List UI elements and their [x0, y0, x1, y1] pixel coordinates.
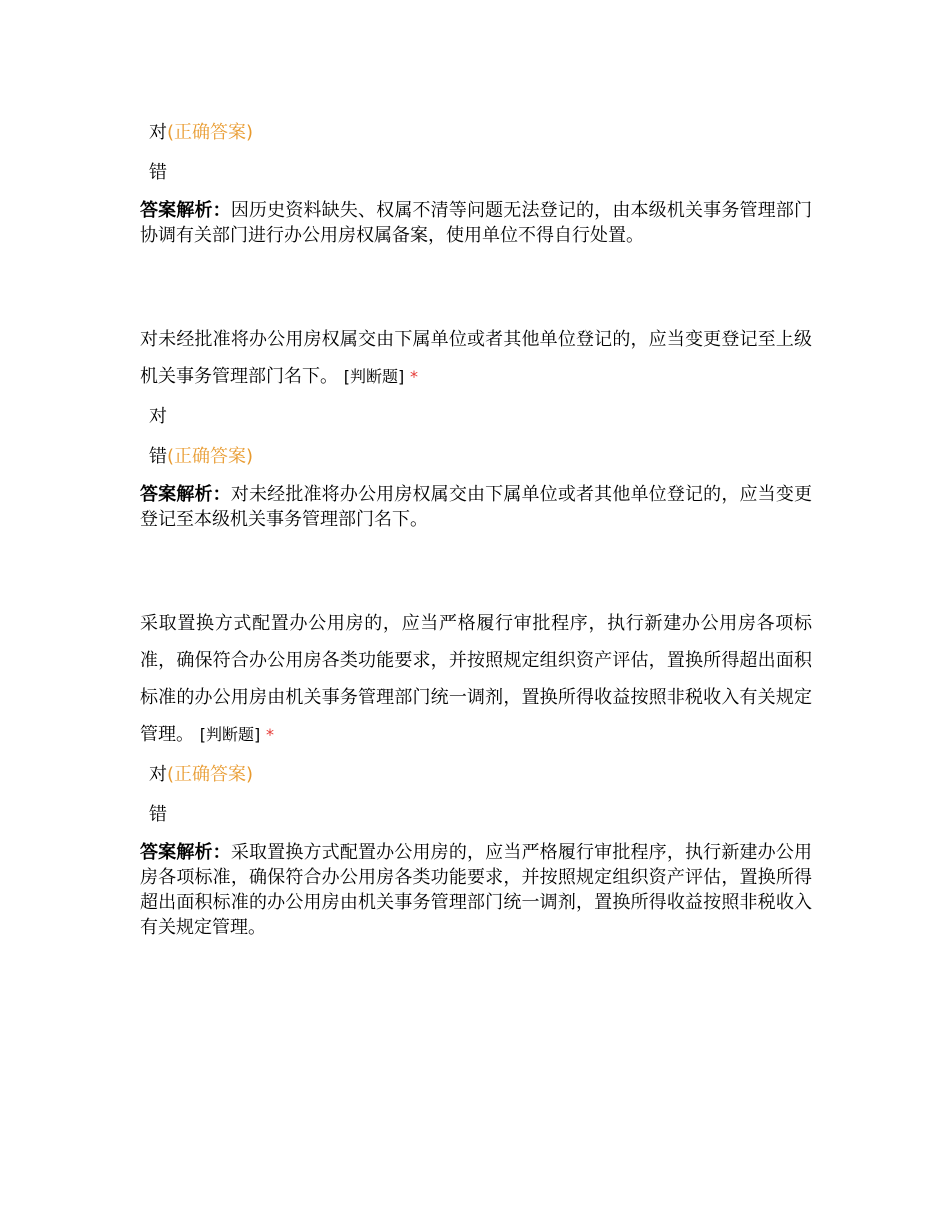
answer-explanation: [140, 198, 812, 248]
question-body: 对未经批准将办公用房权属交由下属单位或者其他单位登记的，应当变更登记至上级机关事务管理部门名下。: [140, 329, 812, 387]
answer-explanation: [140, 840, 812, 940]
question-body: 采取置换方式配置办公用房的，应当严格履行审批程序，执行新建办公用房各项标准，确保符合办公用房各类功能要求，并按照规定组织资产评估，置换所得超出面积标准的办公用房由机关事务管理部门统一调剂，置换所得收益按照非税收入有关规定管理。: [140, 613, 812, 745]
question-text: [140, 321, 812, 395]
required-mark: *: [265, 725, 274, 744]
option-true[interactable]: [149, 760, 812, 800]
option-false[interactable]: [149, 800, 812, 840]
required-mark: *: [409, 367, 418, 386]
block-separator: [140, 532, 812, 605]
option-label: 错: [149, 446, 167, 467]
option-false[interactable]: [149, 442, 812, 482]
explanation-text: 采取置换方式配置办公用房的，应当严格履行审批程序，执行新建办公用房各项标准，确保符合办公用房各类功能要求，并按照规定组织资产评估，置换所得超出面积标准的办公用房由机关事务管理部门统一调剂，置换所得收益按照非税收入有关规定管理。: [140, 842, 813, 938]
correct-answer-marker: (正确答案): [167, 122, 254, 143]
explanation-label: 答案解析：: [140, 484, 231, 505]
option-false[interactable]: [149, 158, 812, 198]
option-label: 错: [149, 162, 167, 183]
question-block-3: [140, 605, 812, 940]
correct-answer-marker: (正确答案): [167, 446, 254, 467]
question-type-tag: [判断题]: [343, 367, 405, 386]
explanation-text: 对未经批准将办公用房权属交由下属单位或者其他单位登记的，应当变更登记至本级机关事务管理部门名下。: [140, 484, 813, 530]
option-label: 对: [149, 122, 167, 143]
explanation-label: 答案解析：: [140, 842, 231, 863]
question-text: [140, 605, 812, 753]
option-true[interactable]: [149, 402, 812, 442]
answer-explanation: [140, 482, 812, 532]
option-true[interactable]: [149, 118, 812, 158]
question-block-1: [140, 118, 812, 248]
option-label: 对: [149, 406, 167, 427]
block-separator: [140, 248, 812, 321]
option-label: 错: [149, 804, 167, 825]
question-type-tag: [判断题]: [199, 725, 261, 744]
question-block-2: [140, 321, 812, 532]
correct-answer-marker: (正确答案): [167, 764, 254, 785]
option-label: 对: [149, 764, 167, 785]
explanation-text: 因历史资料缺失、权属不清等问题无法登记的，由本级机关事务管理部门协调有关部门进行办公用房权属备案，使用单位不得自行处置。: [140, 200, 813, 246]
document-content: [140, 118, 812, 940]
explanation-label: 答案解析：: [140, 200, 231, 221]
